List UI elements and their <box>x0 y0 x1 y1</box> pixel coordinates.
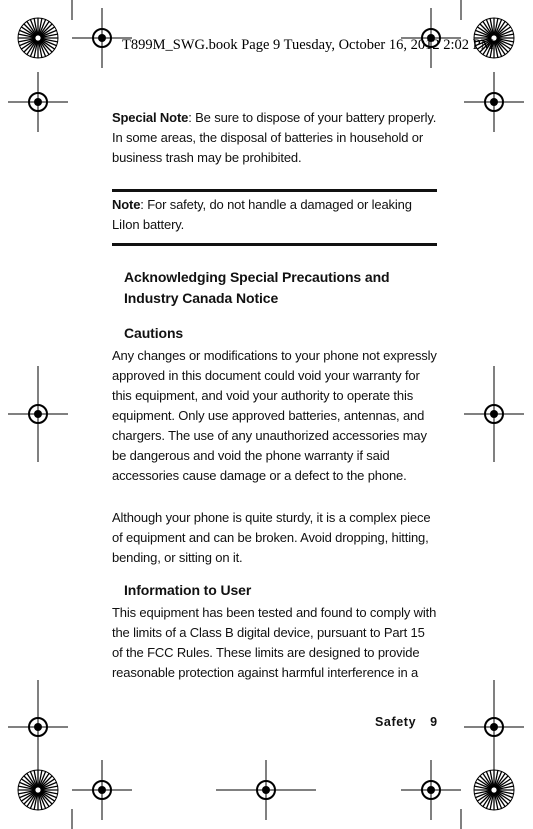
note-text: : For safety, do not handle a damaged or leaking LiIon battery. <box>112 197 412 232</box>
section-title-line2: Industry Canada Notice <box>124 290 279 306</box>
note <box>112 195 438 235</box>
section-title-line1: Acknowledging Special Precautions and <box>124 269 390 285</box>
cautions-paragraph-1: Any changes or modifications to your phone not expressly approved in this document could void your warranty for this equipment, and void your authority to operate this equipment. Only use approved batteries, antennas, and chargers. The use of any unauthorized accessories may be dangerous and void the phone warranty if said accessories cause damage or a defect to the phone. <box>112 348 437 483</box>
page-number: 9 <box>430 715 438 729</box>
running-header: T899M_SWG.book Page 9 Tuesday, October 16, 2012 2:02 PM <box>122 37 494 53</box>
special-note-text: : Be sure to dispose of your battery properly. In some areas, the disposal of batteries in household or business trash may be prohibited. <box>112 110 437 165</box>
cautions-paragraph-2: Although your phone is quite sturdy, it is a complex piece of equipment and can be broken. Avoid dropping, hitting, bending, or sitting on it. <box>112 510 431 565</box>
special-note <box>112 108 438 168</box>
note-label: Note <box>112 197 141 212</box>
footer-section: Safety <box>375 715 417 729</box>
page-footer <box>375 715 438 729</box>
section-title <box>124 267 389 309</box>
divider-bottom <box>112 243 437 246</box>
divider-top <box>112 189 437 192</box>
special-note-label: Special Note <box>112 110 189 125</box>
cautions-heading: Cautions <box>124 325 184 341</box>
info-paragraph-1: This equipment has been tested and found to comply with the limits of a Class B digital device, pursuant to Part 15 of the FCC Rules. These limits are designed to provide reasonable protection against harmful interference in a <box>112 605 437 680</box>
info-heading: Information to User <box>124 582 252 598</box>
